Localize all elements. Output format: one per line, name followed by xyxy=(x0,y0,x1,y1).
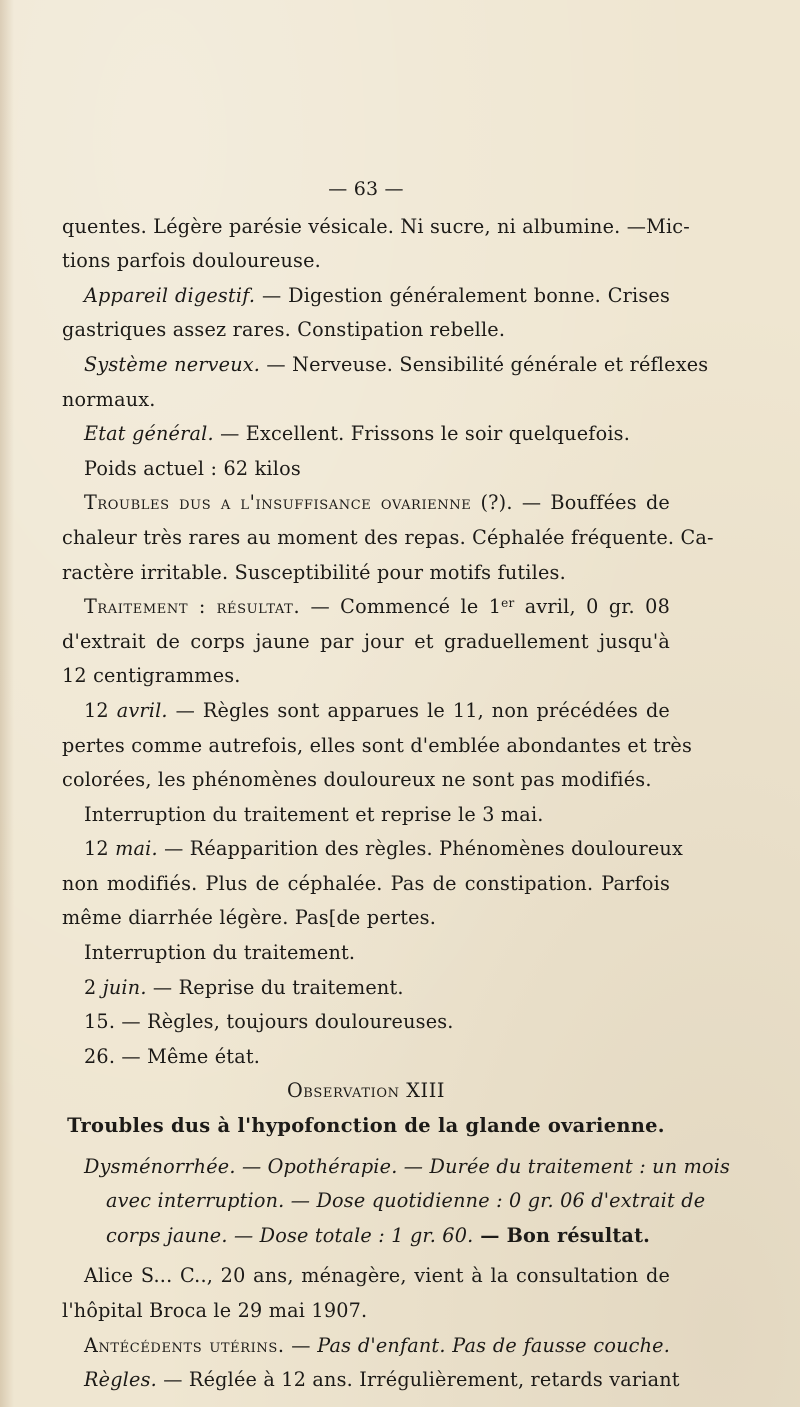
section-heading: Système nerveux. xyxy=(84,352,261,376)
observation-title: Troubles dus à l'hypofonction de la glande ovarienne. xyxy=(67,1114,665,1138)
page-content xyxy=(62,172,731,1398)
section-etat-general: Etat général. — Excellent. Frissons le soir quelquefois. xyxy=(84,422,631,446)
text-line: Interruption du traitement. xyxy=(84,941,356,965)
summary-line: avec interruption. — Dose quotidienne : 0 gr. 06 d'extrait de xyxy=(106,1189,706,1213)
text-line: ractère irritable. Susceptibilité pour motifs futiles. xyxy=(62,560,566,584)
section-heading: Règles. xyxy=(84,1368,157,1392)
section-regles: Règles. — Réglée à 12 ans. Irrégulièrement, retards variant xyxy=(84,1368,680,1392)
text-line: Interruption du traitement et reprise le 3 mai. xyxy=(84,802,544,826)
section-heading: Etat général. xyxy=(84,422,214,446)
text-line: colorées, les phénomènes douloureux ne sont pas modifiés. xyxy=(62,768,652,792)
page-edge-shadow xyxy=(0,0,14,1407)
section-digestif: Appareil digestif. — Digestion généralement bonne. Crises xyxy=(84,283,670,307)
summary-line: corps jaune. — Dose totale : 1 gr. 60. — Bon résultat. xyxy=(106,1223,651,1247)
text-line: 12 centigrammes. xyxy=(62,664,241,688)
entry-26: 26. — Même état. xyxy=(84,1044,261,1068)
entry-12-mai: 12 mai. — Réapparition des règles. Phénomènes douloureux xyxy=(84,837,684,861)
observation-heading: Observation XIII xyxy=(286,1079,446,1103)
text-line: quentes. Légère parésie vésicale. Ni sucre, ni albumine. —Mic- xyxy=(62,214,690,238)
section-heading: Appareil digestif. xyxy=(84,283,256,307)
text-line: d'extrait de corps jaune par jour et graduellement jusqu'à xyxy=(62,629,670,653)
section-traitement: Traitement : résultat. — Commencé le 1er avril, 0 gr. 08 xyxy=(84,595,670,619)
text-line: gastriques assez rares. Constipation rebelle. xyxy=(62,318,506,342)
text-line: tions parfois douloureuse. xyxy=(62,249,321,273)
section-antecedents: Antécédents utérins. — Pas d'enfant. Pas de fausse couche. xyxy=(84,1333,670,1357)
text-line: même diarrhée légère. Pas[de pertes. xyxy=(62,906,437,930)
section-troubles: Troubles dus a l'insuffisance ovarienne (?). — Bouffées de xyxy=(84,491,670,515)
section-heading: Troubles dus a l'insuffisance ovarienne xyxy=(84,491,472,515)
entry-12-avril: 12 avril. — Règles sont apparues le 11, non précédées de xyxy=(84,698,670,722)
section-heading: Antécédents utérins. xyxy=(84,1333,285,1357)
text-line: chaleur très rares au moment des repas. Céphalée fréquente. Ca- xyxy=(62,525,714,549)
section-heading: Traitement : résultat. xyxy=(84,595,301,619)
text-line: normaux. xyxy=(62,387,156,411)
text-line: non modifiés. Plus de céphalée. Pas de constipation. Parfois xyxy=(62,871,670,895)
page-number: — 63 — xyxy=(328,178,404,200)
entry-15: 15. — Règles, toujours douloureuses. xyxy=(84,1010,454,1034)
entry-2-juin: 2 juin. — Reprise du traitement. xyxy=(84,975,404,999)
text-line: pertes comme autrefois, elles sont d'emblée abondantes et très xyxy=(62,733,693,757)
text-line: l'hôpital Broca le 29 mai 1907. xyxy=(62,1299,368,1322)
section-nerveux: Système nerveux. — Nerveuse. Sensibilité générale et réflexes xyxy=(84,352,709,376)
summary-line: Dysménorrhée. — Opothérapie. — Durée du traitement : un mois xyxy=(84,1154,731,1178)
text-line: Poids actuel : 62 kilos xyxy=(84,456,301,480)
patient-intro: Alice S... C.., 20 ans, ménagère, vient à la consultation de xyxy=(84,1264,670,1288)
